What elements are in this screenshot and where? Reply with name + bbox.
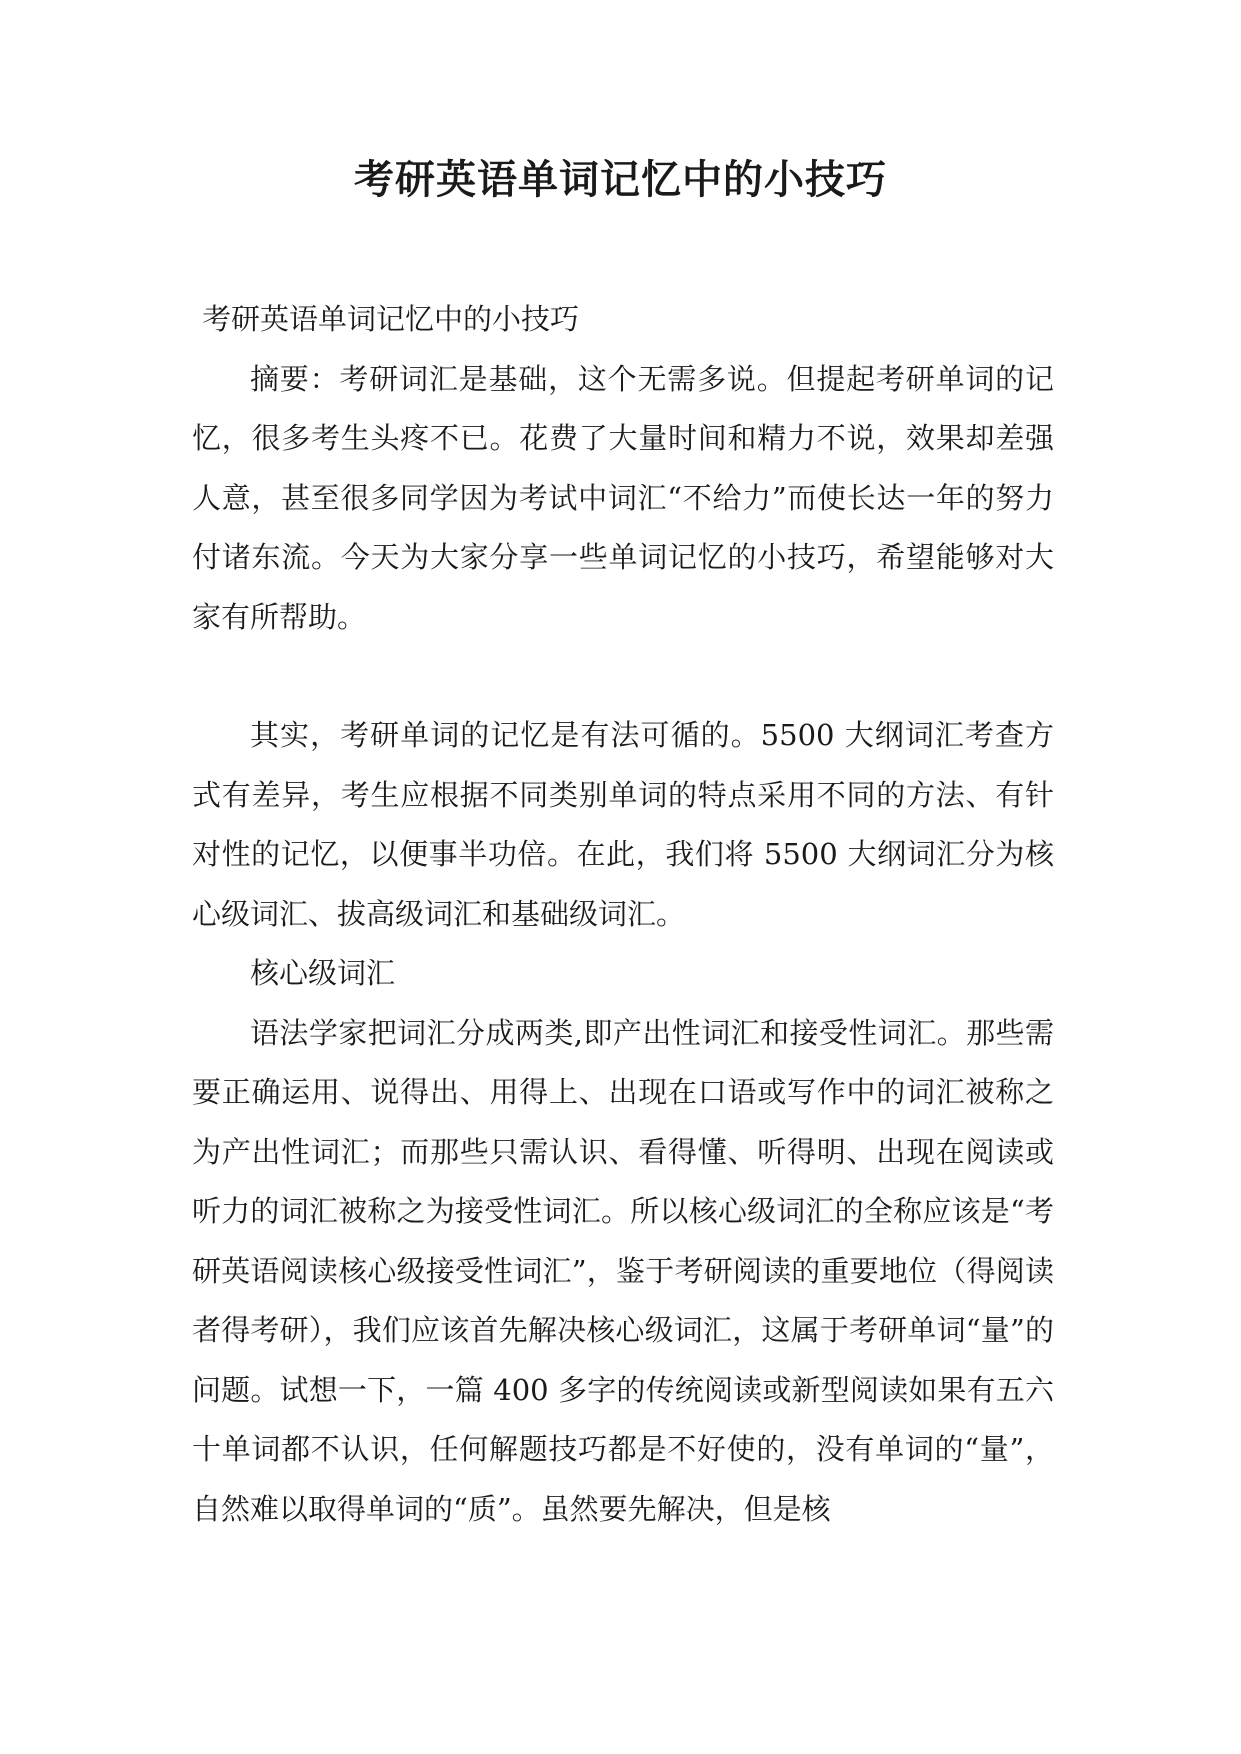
document-body — [192, 290, 1054, 1539]
body-paragraph-core-vocabulary: 语法学家把词汇分成两类,即产出性词汇和接受性词汇。那些需要正确运用、说得出、用得上、出现在口语或写作中的词汇被称之为产出性词汇；而那些只需认识、看得懂、听得明、出现在阅读或听力的词汇被称之为接受性词汇。所以核心级词汇的全称应该是“考研英语阅读核心级接受性词汇”，鉴于考研阅读的重要地位（得阅读者得考研），我们应该首先解决核心级词汇，这属于考研单词“量”的问题。试想一下，一篇 400 多字的传统阅读或新型阅读如果有五六十单词都不认识，任何解题技巧都是不好使的，没有单词的“量”，自然难以取得单词的“质”。虽然要先解决，但是核 — [192, 1015, 1054, 1526]
document-title: 考研英语单词记忆中的小技巧 — [354, 157, 887, 203]
body-paragraph-intro: 其实，考研单词的记忆是有法可循的。5500 大纲词汇考查方式有差异，考生应根据不同类别单词的特点采用不同的方法、有针对性的记忆，以便事半功倍。在此，我们将 5500 大纲词汇分为核心级词汇、拔高级词汇和基础级词汇。 — [192, 718, 1054, 931]
section-heading-core-vocabulary: 核心级词汇 — [250, 956, 396, 990]
abstract-paragraph: 摘要：考研词汇是基础，这个无需多说。但提起考研单词的记忆，很多考生头疼不已。花费了大量时间和精力不说，效果却差强人意，甚至很多同学因为考试中词汇“不给力”而使长达一年的努力付诸东流。今天为大家分享一些单词记忆的小技巧，希望能够对大家有所帮助。 — [192, 361, 1054, 634]
paragraph-spacer — [192, 647, 1054, 706]
document-subtitle: 考研英语单词记忆中的小技巧 — [202, 302, 580, 336]
